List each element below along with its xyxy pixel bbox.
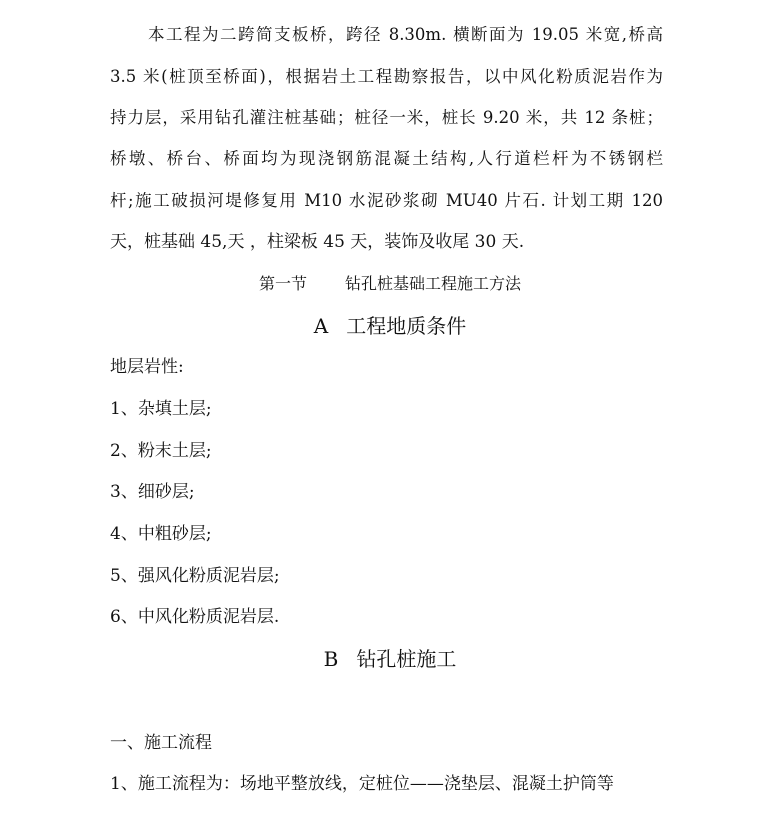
intro-line-2: 3.5 米(桩顶至桥面)，根据岩土工程勘察报告，以中风化粉质泥岩作为 bbox=[110, 67, 663, 86]
strata-item-3: 3、细砂层; bbox=[110, 482, 195, 502]
strata-item-5: 5、强风化粉质泥岩层; bbox=[110, 566, 280, 586]
heading-b-letter: B bbox=[323, 647, 339, 671]
section-title: 钻孔桩基础工程施工方法 bbox=[345, 274, 522, 293]
section-heading bbox=[0, 272, 780, 296]
heading-b-title: 钻孔桩施工 bbox=[356, 647, 457, 671]
strata-item-6: 6、中风化粉质泥岩层. bbox=[110, 607, 280, 627]
process-title: 一、施工流程 bbox=[110, 733, 212, 753]
intro-line-4: 桥墩、桥台、桥面均为现浇钢筋混凝土结构,人行道栏杆为不锈钢栏 bbox=[110, 149, 663, 168]
section-number: 第一节 bbox=[258, 274, 307, 293]
heading-a-title: 工程地质条件 bbox=[346, 314, 467, 338]
process-step-1: 1、施工流程为：场地平整放线，定桩位——浇垫层、混凝土护筒等 bbox=[110, 774, 614, 794]
strata-item-4: 4、中粗砂层; bbox=[110, 524, 212, 544]
heading-a bbox=[0, 312, 780, 340]
intro-line-6: 天，桩基础 45,天 ，柱梁板 45 天，装饰及收尾 30 天. bbox=[110, 232, 525, 252]
heading-b bbox=[0, 645, 780, 673]
strata-label: 地层岩性: bbox=[110, 357, 184, 377]
heading-a-letter: A bbox=[313, 314, 329, 338]
strata-item-1: 1、杂填土层; bbox=[110, 399, 212, 419]
intro-line-3: 持力层，采用钻孔灌注桩基础；桩径一米，桩长 9.20 米，共 12 条桩； bbox=[110, 108, 663, 127]
strata-item-2: 2、粉末土层; bbox=[110, 441, 212, 461]
intro-line-5: 杆;施工破损河堤修复用 M10 水泥砂浆砌 MU40 片石. 计划工期 120 bbox=[110, 191, 663, 210]
intro-line-1: 本工程为二跨简支板桥，跨径 8.30m. 横断面为 19.05 米宽,桥高 bbox=[148, 25, 663, 44]
